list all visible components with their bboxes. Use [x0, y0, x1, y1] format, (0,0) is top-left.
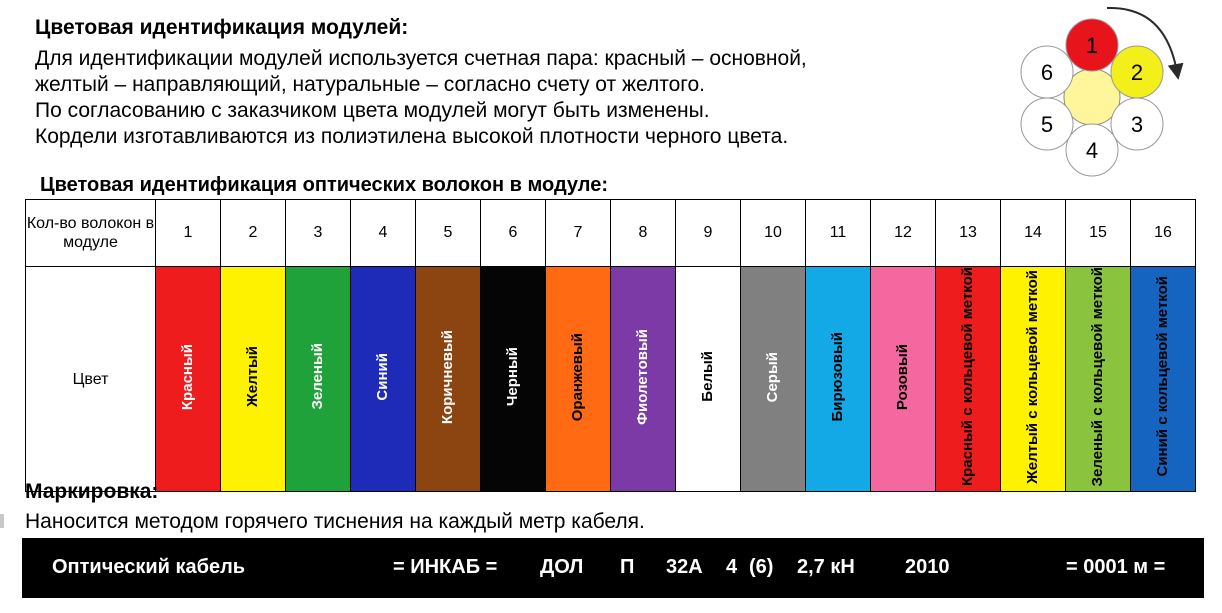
fiber-color-name: Серый: [764, 351, 781, 402]
fiber-number: 12: [871, 200, 936, 267]
fiber-color-swatch: [1001, 267, 1066, 492]
marking-description: Наносится методом горячего тиснения на каждый метр кабеля.: [25, 510, 645, 533]
fiber-number: 14: [1001, 200, 1066, 267]
bullet-marker-icon: [0, 514, 4, 528]
fiber-color-swatch: [611, 267, 676, 492]
modules-description-line: Для идентификации модулей используется счетная пара: красный – основной,: [35, 47, 807, 70]
module-tube-4: [1066, 124, 1118, 176]
fiber-number: 13: [936, 200, 1001, 267]
fiber-color-swatch: [546, 267, 611, 492]
fiber-count-row: [26, 200, 1196, 267]
fiber-color-swatch: [481, 267, 546, 492]
fiber-color-swatch: [221, 267, 286, 492]
fiber-color-name: Зеленый с кольцевой меткой: [1089, 267, 1106, 487]
modules-description-line: желтый – направляющий, натуральные – согласно счету от желтого.: [35, 73, 706, 96]
fiber-color-name: Белый: [699, 351, 716, 403]
fiber-number: 2: [221, 200, 286, 267]
fiber-color-table: [25, 199, 1196, 492]
fiber-color-row: [26, 267, 1196, 492]
fiber-count-label: Кол-во волокон в модуле: [26, 200, 156, 267]
marking-cable-name: Оптический кабель: [52, 556, 246, 578]
fiber-color-swatch: [1131, 267, 1196, 492]
fiber-color-swatch: [156, 267, 221, 492]
fiber-number: 15: [1066, 200, 1131, 267]
marking-p: П: [620, 556, 635, 578]
fiber-color-swatch: [936, 267, 1001, 492]
fiber-color-label: Цвет: [26, 267, 156, 492]
marking-modules: 4: [726, 556, 738, 578]
module-tube-6: [1021, 46, 1073, 98]
fiber-color-name: Зеленый: [309, 343, 326, 410]
module-tube-label: 5: [1040, 112, 1054, 137]
fiber-number: 3: [286, 200, 351, 267]
module-tube-label: 2: [1130, 60, 1144, 85]
cable-marking-strip: [22, 538, 1204, 598]
fiber-number: 7: [546, 200, 611, 267]
marking-meter: = 0001 м =: [1066, 556, 1166, 578]
fiber-number: 9: [676, 200, 741, 267]
fiber-number: 11: [806, 200, 871, 267]
fiber-color-swatch: [1066, 267, 1131, 492]
fiber-number: 4: [351, 200, 416, 267]
fiber-color-swatch: [286, 267, 351, 492]
fiber-color-name: Коричневый: [439, 329, 456, 424]
fiber-color-name: Желтый с кольцевой меткой: [1024, 269, 1041, 484]
marking-code: 32А: [666, 556, 703, 578]
fiber-number: 6: [481, 200, 546, 267]
modules-description: [35, 46, 807, 150]
fiber-color-swatch: [416, 267, 481, 492]
fiber-color-name: Синий: [374, 352, 391, 401]
marking-max-modules: (6): [749, 556, 774, 578]
fiber-color-name: Желтый: [244, 346, 261, 408]
fiber-color-swatch: [806, 267, 871, 492]
modules-description-line: Кордели изготавливаются из полиэтилена высокой плотности черного цвета.: [35, 125, 789, 148]
fiber-color-swatch: [871, 267, 936, 492]
fiber-color-name: Красный с кольцевой меткой: [959, 267, 976, 487]
fiber-color-name: Фиолетовый: [634, 328, 651, 425]
marking-heading: Маркировка:: [25, 480, 159, 503]
fiber-color-swatch: [741, 267, 806, 492]
marking-load: 2,7 кН: [797, 556, 855, 578]
module-tube-label: 3: [1130, 112, 1144, 137]
fiber-color-name: Бирюзовый: [829, 331, 846, 422]
marking-type: ДОЛ: [540, 556, 584, 578]
fiber-color-name: Черный: [504, 347, 521, 407]
modules-heading: Цветовая идентификация модулей:: [35, 16, 409, 39]
fiber-color-name: Синий с кольцевой меткой: [1154, 276, 1171, 477]
module-tube-label: 1: [1085, 33, 1099, 58]
fiber-color-name: Красный: [179, 343, 196, 410]
fibers-heading: Цветовая идентификация оптических волокон в модуле:: [40, 174, 608, 196]
fiber-number: 8: [611, 200, 676, 267]
fiber-color-swatch: [351, 267, 416, 492]
fiber-color-name: Розовый: [894, 343, 911, 410]
fiber-color-name: Оранжевый: [569, 332, 586, 421]
marking-year: 2010: [905, 556, 950, 578]
fiber-number: 1: [156, 200, 221, 267]
fiber-number: 10: [741, 200, 806, 267]
module-tube-5: [1021, 98, 1073, 150]
module-tube-label: 4: [1085, 138, 1099, 163]
module-tube-2: [1111, 46, 1163, 98]
fiber-number: 5: [416, 200, 481, 267]
module-tube-3: [1111, 98, 1163, 150]
marking-maker: = ИНКАБ =: [393, 556, 498, 578]
module-tube-1: [1066, 19, 1118, 71]
fiber-color-swatch: [676, 267, 741, 492]
modules-description-line: По согласованию с заказчиком цвета модулей могут быть изменены.: [35, 99, 710, 122]
fiber-number: 16: [1131, 200, 1196, 267]
module-arrangement-diagram: [1015, 0, 1215, 180]
module-tube-label: 6: [1040, 60, 1054, 85]
